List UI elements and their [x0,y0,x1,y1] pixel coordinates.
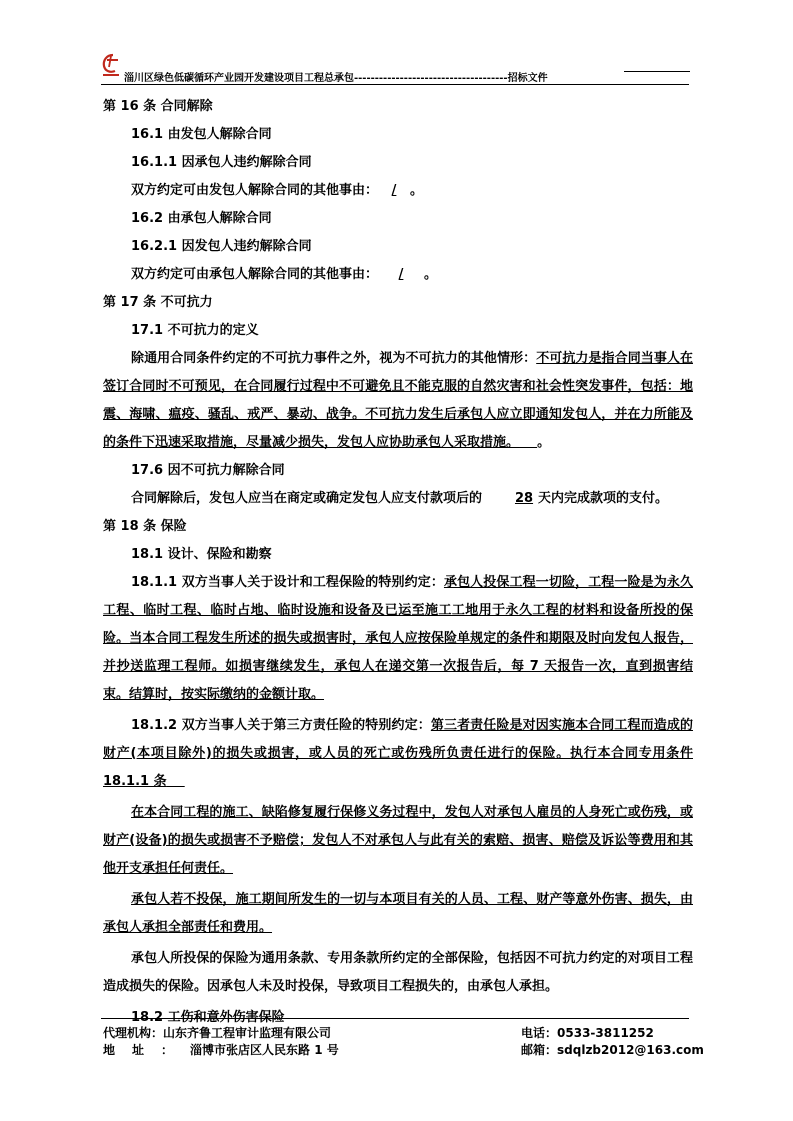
section-18-1-title: 18.1 设计、保险和勘察 [131,547,272,562]
company-logo-icon [101,52,121,78]
section-18-1-1-lead: 18.1.1 双方当事人关于设计和工程保险的特别约定： [131,575,444,590]
article-16-title: 第 16 条 合同解除 [103,99,213,114]
section-16-1-1-title: 16.1.1 因承包人违约解除合同 [131,155,312,170]
section-16-1-text: 双方约定可由发包人解除合同的其他事由： / 。 [103,177,693,205]
footer-email-label: 邮箱： [521,1043,558,1057]
section-17-6-title: 17.6 因不可抗力解除合同 [131,463,285,478]
section-18-1-2-lead-visible: 18.1.2 双方当事人关于第三方责任险的特别约定： [131,718,431,733]
section-18-paragraph-1: 在本合同工程的施工、缺陷修复履行保修义务过程中，发包人对承包人雇员的人身死亡或伤残，或财产(设备)的损失或损害不予赔偿；发包人不对承包人与此有关的索赔、损害、赔偿及诉讼等费用和其他开支承担任何责任。 [103,805,693,876]
footer-address-value: 淄博市张店区人民东路 1 号 [190,1043,339,1057]
footer-email-value[interactable]: sdqlzb2012@163.com [557,1043,704,1057]
section-16-2-blank: / [398,267,404,282]
section-18-1-1-text [103,569,693,709]
footer-rule [101,1018,689,1019]
section-17-6-lead: 合同解除后，发包人应当在商定或确定发包人应支付款项后的 [131,491,483,506]
section-16-2-text: 双方约定可由承包人解除合同的其他事由： / 。 [103,261,693,289]
section-17-1-body: 不可抗力是指合同当事人在签订合同时不可预见，在合同履行过程中不可避免且不能克服的自然灾害和社会性突发事件，包括：地震、海啸、瘟疫、骚乱、戒严、暴动、战争。不可抗力发生后承包人应立即通知发包人，并在力所能及的条件下迅速采取措施，尽量减少损失，发包人应协助承包人采取措施。 [103,351,693,450]
header-right-line [624,71,690,72]
footer-email[interactable] [521,1041,704,1058]
section-16-1-title: 16.1 由发包人解除合同 [131,127,272,142]
footer-agency-value: 山东齐鲁工程审计监理有限公司 [163,1026,332,1040]
footer-address [103,1041,339,1058]
section-17-6-days: 28 [514,491,534,506]
section-18-paragraph-2: 承包人若不投保，施工期间所发生的一切与本项目有关的人员、工程、财产等意外伤害、损失，由承包人承担全部责任和费用。 [103,892,693,935]
section-18-2-title: 18.2 工伤和意外伤害保险 [131,1010,285,1025]
section-18-1-2-text [103,712,693,796]
section-16-2-title: 16.2 由承包人解除合同 [131,211,272,226]
section-18-paragraph-3: 承包人所投保的保险为通用条款、专用条款所约定的全部保险，包括因不可抗力约定的对项目工程造成损失的保险。因承包人未及时投保，导致项目工程损失的，由承包人承担。 [103,951,693,994]
section-17-6-tail: 天内完成款项的支付。 [538,491,669,506]
footer-agency-label: 代理机构： [103,1026,164,1040]
header-title: 淄川区绿色低碳循环产业园开发建设项目工程总承包-------------------------------------招标文件 [124,73,548,84]
section-17-6-text [103,485,693,513]
footer-agency [103,1024,331,1041]
document-body [103,93,693,1032]
section-18-1-1-body: 承包人投保工程一切险，工程一险是为永久工程、临时工程、临时占地、临时设施和设备及已运至施工工地用于永久工程的材料和设备所投的保险。当本合同工程发生所述的损失或损害时，承包人应按保险单规定的条件和期限及时向发包人报告，并抄送监理工程师。如损害继续发生，承包人在递交第一次报告后，每 7 天报告一次，直到损害结束。结算时，按实际缴纳的金额计取。 [103,575,693,702]
footer-phone-label: 电话： [521,1026,558,1040]
section-17-1-title: 17.1 不可抗力的定义 [131,323,259,338]
footer-phone [521,1024,654,1041]
section-18-1-2-body: 第三者责任险是对因实施本合同工程而造成的财产(本项目除外)的损失或损害，或人员的死亡或伤残所负责任进行的保险。执行本合同专用条件 18.1.1 条 [103,718,693,789]
footer-address-label: 地址： [103,1043,191,1057]
section-16-2-lead: 双方约定可由承包人解除合同的其他事由： [131,267,379,282]
header-rule [101,84,689,85]
article-17-title: 第 17 条 不可抗力 [103,295,213,310]
section-16-2-1-title: 16.2.1 因发包人违约解除合同 [131,239,312,254]
section-16-1-lead: 双方约定可由发包人解除合同的其他事由： [131,183,379,198]
footer-phone-value: 0533-3811252 [557,1026,654,1040]
section-16-1-blank: / [391,183,397,198]
article-18-title: 第 18 条 保险 [103,519,187,534]
section-17-1-text: 除通用合同条件约定的不可抗力事件之外，视为不可抗力的其他情形：不可抗力是指合同当事人在签订合同时不可预见，在合同履行过程中不可避免且不能克服的自然灾害和社会性突发事件，包括：地震、海啸、瘟疫、骚乱、戒严、暴动、战争。不可抗力发生后承包人应立即通知发包人，并在力所能及的条件下迅速采取措施，尽量减少损失，发包人应协助承包人采取措施。 。 [103,351,693,450]
section-17-1-lead: 除通用合同条件约定的不可抗力事件之外，视为不可抗力的其他情形： [131,351,537,366]
